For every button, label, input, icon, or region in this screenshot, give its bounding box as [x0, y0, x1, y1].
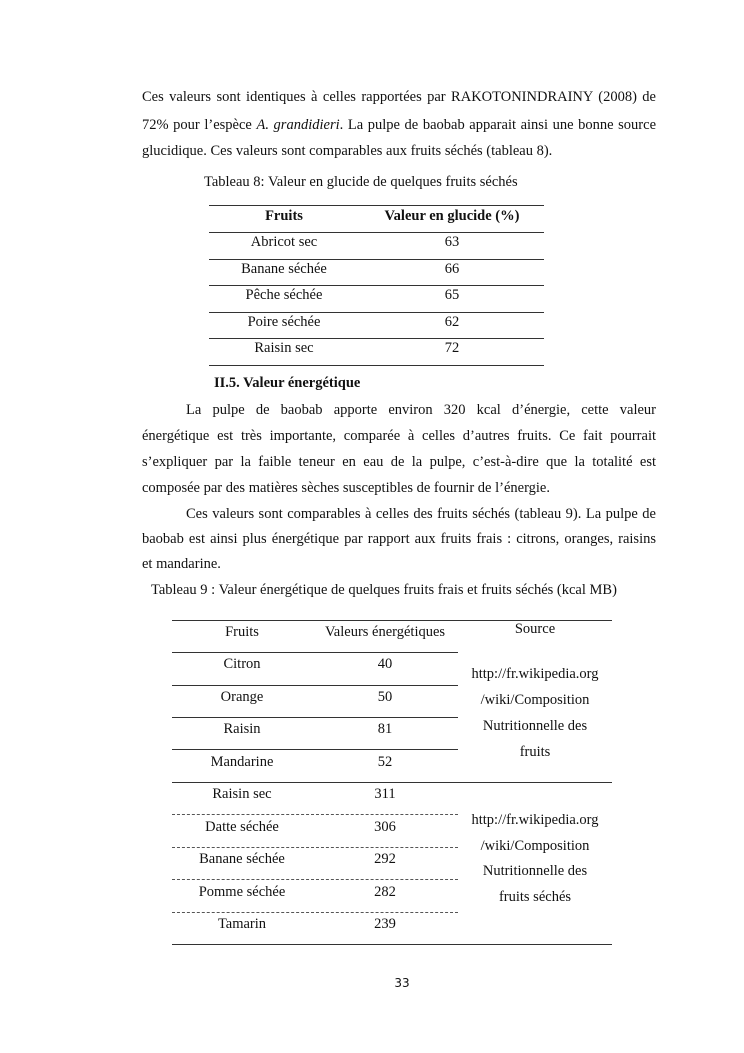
- table8-cell-fruit: Poire séchée: [247, 314, 321, 330]
- table8-cell-fruit: Pêche séchée: [245, 287, 323, 303]
- table8-caption: Tableau 8: Valeur en glucide de quelques fruits séchés: [204, 174, 518, 190]
- section-p2-line-3: et mandarine.: [142, 556, 221, 572]
- table9-cell-fruit: Citron: [223, 656, 261, 672]
- table9-group-rule: [172, 782, 612, 783]
- table8-top-rule: [209, 205, 544, 206]
- intro-line-2: [142, 117, 656, 134]
- table8-row-rule: [209, 259, 544, 260]
- table9-cell-fruit: Pomme séchée: [198, 884, 286, 900]
- table9-cell-fruit: Banane séchée: [199, 851, 285, 867]
- table9-row-rule-dashed: [172, 847, 458, 848]
- table8-cell-value: 72: [444, 340, 460, 356]
- table9-cell-value: 81: [377, 721, 393, 737]
- table8-cell-fruit: Abricot sec: [250, 234, 318, 250]
- table9-cell-fruit: Mandarine: [210, 754, 274, 770]
- table9-header-values: Valeurs énergétiques: [324, 624, 446, 640]
- table9-cell-fruit: Tamarin: [217, 916, 267, 932]
- table9-cell-value: 292: [374, 851, 396, 867]
- table9-header-rule: [172, 652, 458, 653]
- section-p2-line-2: baobab est ainsi plus énergétique par rapport aux fruits frais : citrons, oranges, raisins: [142, 531, 656, 547]
- table8-cell-value: 66: [444, 261, 460, 277]
- intro-line-2-b: . La pulpe de baobab apparait ainsi une bonne source: [339, 117, 657, 133]
- table9-row-rule-dashed: [172, 879, 458, 880]
- table9-source-fresh-3: Nutritionnelle des: [482, 718, 588, 734]
- section-heading: II.5. Valeur énergétique: [214, 375, 361, 391]
- intro-line-3: glucidique. Ces valeurs sont comparables aux fruits séchés (tableau 8).: [142, 143, 553, 159]
- table9-cell-fruit: Datte séchée: [205, 819, 279, 835]
- section-p1-line-1: La pulpe de baobab apporte environ 320 kcal d’énergie, cette valeur: [186, 402, 656, 418]
- table9-source-fresh-2: /wiki/Composition: [480, 692, 590, 708]
- section-p2-line-1: Ces valeurs sont comparables à celles des fruits séchés (tableau 9). La pulpe de: [186, 506, 656, 522]
- table8-header-fruits: Fruits: [265, 208, 303, 224]
- intro-line-1: Ces valeurs sont identiques à celles rapportées par RAKOTONINDRAINY (2008) de: [142, 89, 656, 105]
- table9-cell-value: 40: [377, 656, 393, 672]
- table9-bottom-rule: [172, 944, 612, 945]
- table8-bottom-rule: [209, 365, 544, 366]
- table9-row-rule: [172, 717, 458, 718]
- table8-cell-value: 62: [444, 314, 460, 330]
- table9-cell-value: 239: [374, 916, 396, 932]
- table9-cell-value: 52: [377, 754, 393, 770]
- table9-cell-value: 311: [374, 786, 396, 802]
- table8-row-rule: [209, 338, 544, 339]
- species-name: A. grandidieri: [256, 117, 340, 133]
- table9-source-fresh-4: fruits: [519, 744, 551, 760]
- table9-caption: Tableau 9 : Valeur énergétique de quelques fruits frais et fruits séchés (kcal MB): [151, 582, 617, 598]
- table9-source-fresh-1: http://fr.wikipedia.org: [471, 666, 599, 682]
- table8-cell-value: 65: [444, 287, 460, 303]
- table9-cell-fruit: Raisin: [223, 721, 261, 737]
- table9-source-dried-1: http://fr.wikipedia.org: [471, 812, 599, 828]
- table9-cell-fruit: Orange: [220, 689, 264, 705]
- table9-cell-value: 50: [377, 689, 393, 705]
- table9-row-rule-dashed: [172, 814, 458, 815]
- table9-header-fruits: Fruits: [225, 624, 259, 640]
- table9-source-dried-2: /wiki/Composition: [480, 838, 590, 854]
- table9-row-rule-dashed: [172, 912, 458, 913]
- table9-cell-value: 306: [374, 819, 396, 835]
- table9-row-rule: [172, 685, 458, 686]
- table9-source-dried-4: fruits séchés: [498, 889, 572, 905]
- page-number: 33: [394, 976, 410, 990]
- table8-cell-fruit: Banane séchée: [241, 261, 327, 277]
- section-p1-line-3: s’expliquer par la faible teneur en eau de la pulpe, c’est-à-dire que la totalité est: [142, 454, 656, 470]
- section-p1-line-4: composée par des matières sèches susceptibles de fournir de l’énergie.: [142, 480, 550, 496]
- table9-cell-value: 282: [374, 884, 396, 900]
- intro-line-2-a: 72% pour l’espèce: [142, 117, 257, 133]
- table8-row-rule: [209, 285, 544, 286]
- table9-source-dried-3: Nutritionnelle des: [482, 863, 588, 879]
- section-p1-line-2: énergétique est très importante, comparée à celles d’autres fruits. Ce fait pourrait: [142, 428, 656, 444]
- table8-row-rule: [209, 312, 544, 313]
- table8-header-rule: [209, 232, 544, 233]
- table8-cell-fruit: Raisin sec: [254, 340, 314, 356]
- table9-header-source: Source: [514, 621, 556, 637]
- table9-cell-fruit: Raisin sec: [212, 786, 272, 802]
- table9-row-rule: [172, 749, 458, 750]
- table8-header-glucide: Valeur en glucide (%): [384, 208, 520, 224]
- table8-cell-value: 63: [444, 234, 460, 250]
